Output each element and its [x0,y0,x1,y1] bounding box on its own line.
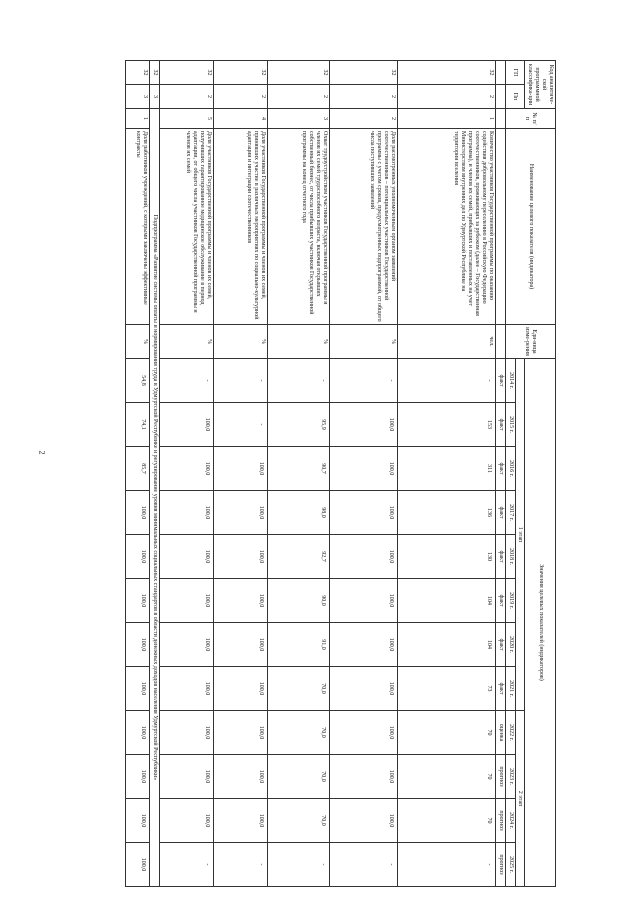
indicator-name: Охват трудоустройством участников Государственной программы и членов их семей трудоспособного возраста, включая открывших собственный бизнес, от числа прибывших участников Государственной программы на конец отчетного года [267,129,329,325]
indicator-value: 100,0 [329,579,397,623]
unit: % [159,325,213,359]
indicator-value: 100,0 [159,755,213,799]
indicator-value: 100,0 [329,403,397,447]
table-row [267,61,329,887]
indicator-value: 100,0 [329,491,397,535]
indicator-value: 95,9 [267,403,329,447]
table-row [329,61,397,887]
indicator-value: - [159,843,213,887]
year-header: 2021 г. [505,667,515,711]
indicator-value: 100,0 [159,667,213,711]
pp-code: 2 [397,85,495,109]
indicator-value: 100,0 [159,711,213,755]
indicator-value: - [213,843,267,887]
indicator-value: 70,0 [267,755,329,799]
indicator-value: 100,0 [213,623,267,667]
year-header: 2014 г. [505,359,515,403]
row-number: 3 [267,109,329,129]
indicator-value: 100,0 [213,535,267,579]
row-number: 1 [397,109,495,129]
num-header: № п/п [505,109,555,129]
kinds-row [495,61,505,887]
header-row-1 [525,61,556,887]
unit: чел. [397,325,495,359]
name-header: Наименование целевого показателя (индикатора) [505,129,555,325]
indicator-value: 90,0 [267,579,329,623]
value-kind: факт [495,447,505,491]
value-kind: оценка [495,711,505,755]
value-kind: факт [495,359,505,403]
indicator-value: - [329,843,397,887]
indicator-value: 100,0 [159,535,213,579]
indicators-table [125,60,556,887]
indicator-value: 100,0 [329,755,397,799]
year-header: 2018 г. [505,535,515,579]
indicator-value: 100,0 [213,799,267,843]
year-header: 2025 г. [505,843,515,887]
indicator-name: Количество участников Государственной программы по оказанию содействия добровольному переселению в Российскую Федерацию соотечественников, проживающих за рубежом (далее – Государственная программа), и членов их семей, прибывших и поставленных на учет Министерством внутренних дел по Удмуртской Республике на территории вселения [397,129,495,325]
pp-code: 3 [125,85,149,109]
year-header: 2020 г. [505,623,515,667]
value-kind: факт [495,403,505,447]
row-number: 2 [329,109,397,129]
indicator-value: 92,7 [267,535,329,579]
gp-code: 32 [159,61,213,85]
indicator-value: 70,0 [267,711,329,755]
indicator-value: 100,0 [329,623,397,667]
indicator-value: 100,0 [159,579,213,623]
year-header: 2016 г. [505,447,515,491]
indicator-value: 90,7 [267,447,329,491]
indicator-value: 100,0 [125,711,149,755]
indicator-value: - [213,359,267,403]
indicator-value: 100,0 [213,491,267,535]
indicator-value: 100,0 [125,491,149,535]
indicator-value: 100,0 [159,447,213,491]
pp-header: Пп [505,85,525,109]
indicator-value: 100,0 [125,755,149,799]
indicator-value: - [159,359,213,403]
value-kind: прогноз [495,799,505,843]
indicator-value: 91,0 [267,623,329,667]
indicator-name: Доля работников учреждений, с которыми заключены эффективные контракты [125,129,149,325]
indicator-value: 100,0 [159,403,213,447]
unit: % [267,325,329,359]
subprogram-row [149,61,159,887]
pp-code: 2 [267,85,329,109]
indicator-value: 100,0 [125,799,149,843]
indicator-value: - [267,843,329,887]
indicator-value: 100,0 [125,843,149,887]
indicator-value: 70 [397,711,495,755]
indicator-value: 136 [397,491,495,535]
indicator-value: - [213,403,267,447]
table-row [159,61,213,887]
year-header: 2015 г. [505,403,515,447]
values-header: Значения целевых показателей (индикаторов) [525,359,556,887]
indicator-value: 70 [397,755,495,799]
indicator-value: 104 [397,623,495,667]
unit: % [125,325,149,359]
unit: % [329,325,397,359]
gp-header: ГП [505,61,525,85]
indicator-value: 100,0 [159,799,213,843]
indicator-value: 100,0 [125,623,149,667]
indicator-value: 70 [397,799,495,843]
indicator-value: 100,0 [329,667,397,711]
indicator-value: - [397,843,495,887]
indicator-value: 100,0 [329,799,397,843]
gp-code: 32 [149,61,159,85]
indicator-value: 100,0 [125,579,149,623]
year-header: 2023 г. [505,755,515,799]
gp-code: 32 [125,61,149,85]
indicator-value: 153 [397,403,495,447]
indicator-value: 74,1 [125,403,149,447]
pp-code: 2 [159,85,213,109]
indicator-value: - [397,359,495,403]
value-kind: факт [495,535,505,579]
indicator-value: 100,0 [329,535,397,579]
indicator-value: - [329,359,397,403]
pp-code: 3 [149,85,159,109]
indicator-value: 100,0 [329,711,397,755]
indicator-value: 311 [397,447,495,491]
indicator-value: 100,0 [159,491,213,535]
gp-code: 32 [397,61,495,85]
indicator-value: 130 [397,535,495,579]
value-kind: прогноз [495,755,505,799]
year-header: 2024 г. [505,799,515,843]
value-kind: факт [495,623,505,667]
table-row [213,61,267,887]
subprogram-title: Подпрограмма «Развитие системы оплаты и нормирования труда в Удмуртской Республике и регулирование уровня минимальных социальных стандартов в области денежных доходов населения Удмуртской Республики» [149,109,159,887]
stage1-header: 1 этап [515,359,525,711]
row-number: 1 [125,109,149,129]
indicator-value: 100,0 [159,623,213,667]
indicator-value: 104 [397,579,495,623]
indicator-value: 100,0 [213,755,267,799]
indicator-value: 100,0 [125,667,149,711]
indicator-name: Доля участников Государственной программы и членов их семей, получивших гарантированное медицинское обслуживание в период адаптации, от общего числа участников Государственной программы и членов их семей [159,129,213,325]
indicator-value: 54,8 [125,359,149,403]
indicator-value: 100,0 [125,535,149,579]
value-kind: факт [495,667,505,711]
unit-header: Еди-ница изме-рения [505,325,555,359]
table-row [125,61,149,887]
gp-code: 32 [329,61,397,85]
unit: % [213,325,267,359]
indicator-value: 100,0 [329,447,397,491]
indicator-name: Доля участников Государственной программы и членов их семей, принявших участие в различных мероприятиях по социально-культурной адаптации и интеграции соотечественников [213,129,267,325]
year-header: 2019 г. [505,579,515,623]
row-number: 4 [213,109,267,129]
indicator-value: 98,0 [267,491,329,535]
value-kind: факт [495,491,505,535]
value-kind: прогноз [495,843,505,887]
gp-code: 32 [213,61,267,85]
indicator-value: 100,0 [213,447,267,491]
indicator-value: 85,7 [125,447,149,491]
rotated-page [108,60,556,886]
pp-code: 2 [329,85,397,109]
indicator-value: 70,0 [267,799,329,843]
year-header: 2022 г. [505,711,515,755]
indicator-name: Доля рассмотренных уполномоченным органом заявлений соотечественников – потенциальных участников Государственной программы с учетом сроков, предусмотренных подпрограммой, от общего числа поступивших заявлений [329,129,397,325]
indicator-value: 100,0 [213,711,267,755]
table-row [397,61,495,887]
indicator-value: 100,0 [213,667,267,711]
indicator-value: 73 [397,667,495,711]
year-header: 2017 г. [505,491,515,535]
gp-code: 32 [267,61,329,85]
row-number: 5 [159,109,213,129]
value-kind: факт [495,579,505,623]
stage2-header: 2 этап [515,711,525,887]
page-number: 2 [37,450,47,455]
indicator-value: - [267,359,329,403]
indicator-value: 70,0 [267,667,329,711]
pp-code: 2 [213,85,267,109]
code-header: Код аналитиче-ской программной классифика-ции [525,61,556,109]
indicator-value: 100,0 [213,579,267,623]
